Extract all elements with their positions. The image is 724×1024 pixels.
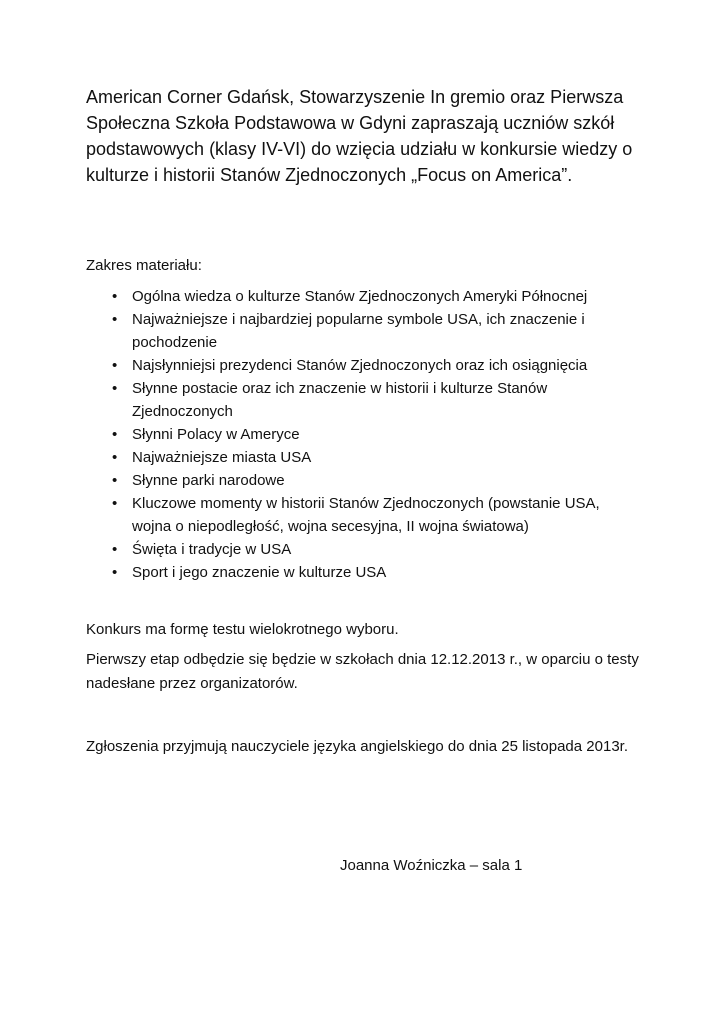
list-item-text: Sport i jego znaczenie w kulturze USA (132, 564, 387, 581)
bullet-icon: • (112, 380, 118, 397)
signature: Joanna Woźniczka – sala 1 (340, 857, 523, 874)
list-item-text: Najsłynniejsi prezydenci Stanów Zjednoczonych oraz ich osiągnięcia (132, 357, 588, 374)
list-item (112, 469, 632, 492)
list-item-text: Ogólna wiedza o kulturze Stanów Zjednoczonych Ameryki Północnej (132, 288, 588, 305)
list-item-text: Słynne parki narodowe (132, 472, 285, 489)
list-item-text: Najważniejsze miasta USA (132, 449, 312, 466)
bullet-icon: • (112, 357, 118, 374)
list-item (112, 285, 632, 308)
topic-list (112, 285, 632, 584)
first-stage-paragraph: Pierwszy etap odbędzie się będzie w szkołach dnia 12.12.2013 r., w oparciu o testy nadesłane przez organizatorów. (86, 651, 639, 692)
list-item-text: Słynne postacie oraz ich znaczenie w historii i kulturze Stanów Zjednoczonych (132, 380, 548, 420)
contest-format-paragraph: Konkurs ma formę testu wielokrotnego wyboru. (86, 621, 399, 638)
list-item (112, 423, 632, 446)
list-item-text: Kluczowe momenty w historii Stanów Zjednoczonych (powstanie USA, wojna o niepodległość, wojna secesyjna, II wojna światowa) (132, 495, 600, 535)
list-item (112, 492, 632, 538)
bullet-icon: • (112, 564, 118, 581)
list-item (112, 377, 632, 423)
list-item-text: Słynni Polacy w Ameryce (132, 426, 300, 443)
bullet-icon: • (112, 449, 118, 466)
list-item-text: Święta i tradycje w USA (132, 541, 292, 558)
bullet-icon: • (112, 541, 118, 558)
list-item (112, 446, 632, 469)
list-item (112, 308, 632, 354)
bullet-icon: • (112, 472, 118, 489)
bullet-icon: • (112, 495, 118, 512)
registration-paragraph: Zgłoszenia przyjmują nauczyciele języka angielskiego do dnia 25 listopada 2013r. (86, 738, 628, 755)
bullet-icon: • (112, 426, 118, 443)
bullet-icon: • (112, 311, 118, 328)
intro-paragraph: American Corner Gdańsk, Stowarzyszenie In gremio oraz Pierwsza Społeczna Szkoła Podstawowa w Gdyni zapraszają uczniów szkół podstawowych (klasy IV-VI) do wzięcia udziału w konkursie wiedzy o kulturze i historii Stanów Zjednoczonych „Focus on America”. (86, 87, 633, 185)
list-item (112, 561, 632, 584)
bullet-icon: • (112, 288, 118, 305)
list-item-text: Najważniejsze i najbardziej popularne symbole USA, ich znaczenie i pochodzenie (132, 311, 585, 351)
scope-heading: Zakres materiału: (86, 257, 202, 274)
list-item (112, 538, 632, 561)
list-item (112, 354, 632, 377)
